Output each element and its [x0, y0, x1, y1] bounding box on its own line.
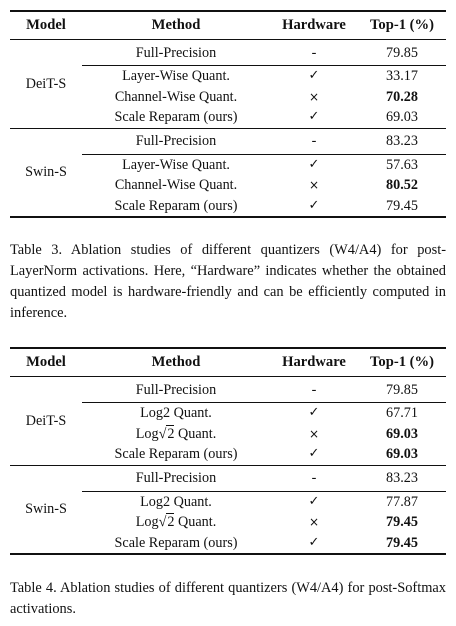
method-cell: Channel-Wise Quant.: [114, 88, 238, 105]
table-row: [10, 377, 446, 403]
table-4-caption: Table 4. Ablation studies of different quantizers (W4/A4) for post-Softmax activations.: [10, 580, 446, 617]
table-row: [10, 40, 446, 66]
table-4-header-row: [10, 348, 446, 377]
method-cell: Full-Precision: [82, 377, 270, 403]
method-suffix: Quant.: [174, 425, 217, 442]
table-3: [10, 10, 446, 218]
sqrt-symbol: √2: [158, 514, 175, 531]
sqrt-radicand: 2: [167, 514, 175, 531]
top1-cell: 79.85: [358, 377, 446, 403]
check-icon: ✓: [308, 156, 320, 172]
top1-cell: 57.63: [386, 156, 418, 173]
model-cell: DeiT-S: [10, 40, 82, 129]
check-icon: ✓: [270, 444, 358, 465]
model-cell: DeiT-S: [10, 377, 82, 466]
top1-cell: 79.85: [358, 40, 446, 66]
model-cell: Swin-S: [10, 128, 82, 217]
cross-icon: ×: [308, 178, 320, 193]
table-row: [10, 128, 446, 154]
hardware-cell: -: [270, 128, 358, 154]
method-cell: Log2 Quant.: [140, 493, 212, 510]
method-cell: Scale Reparam (ours): [82, 444, 270, 465]
method-cell: Log2 Quant.: [140, 405, 212, 422]
method-cell: Layer-Wise Quant.: [122, 156, 230, 173]
model-cell: Swin-S: [10, 465, 82, 554]
table-4: [10, 347, 446, 555]
method-cell: Layer-Wise Quant.: [122, 68, 230, 85]
table-3-grid: [10, 10, 446, 218]
top1-cell: 70.28: [386, 88, 418, 105]
sqrt-radicand: 2: [167, 425, 175, 442]
check-icon: ✓: [270, 533, 358, 555]
cross-icon: ×: [308, 426, 320, 441]
header-hardware: Hardware: [270, 11, 358, 40]
table-3-header-row: [10, 11, 446, 40]
method-cell: Scale Reparam (ours): [82, 533, 270, 555]
method-cell: Scale Reparam (ours): [82, 107, 270, 128]
top1-cell: 69.03: [358, 444, 446, 465]
top1-cell: 83.23: [358, 465, 446, 491]
top1-cell: 80.52: [386, 177, 418, 194]
method-cell: Full-Precision: [82, 465, 270, 491]
method-cell: Channel-Wise Quant.: [114, 177, 238, 194]
header-top1: Top-1 (%): [358, 11, 446, 40]
method-cell: Full-Precision: [82, 40, 270, 66]
cross-icon: ×: [308, 515, 320, 530]
header-model: Model: [10, 348, 82, 377]
method-prefix: Log: [135, 425, 159, 442]
top1-cell: 83.23: [358, 128, 446, 154]
top1-cell: 77.87: [386, 493, 418, 510]
header-method: Method: [82, 348, 270, 377]
check-icon: ✓: [308, 493, 320, 509]
sqrt-symbol: √2: [158, 425, 175, 442]
hardware-cell: -: [270, 377, 358, 403]
hardware-cell: -: [270, 465, 358, 491]
method-cell: Scale Reparam (ours): [82, 196, 270, 218]
check-icon: ✓: [270, 107, 358, 128]
check-icon: ✓: [270, 196, 358, 218]
cross-icon: ×: [308, 89, 320, 104]
header-hardware: Hardware: [270, 348, 358, 377]
method-cell: Full-Precision: [82, 128, 270, 154]
method-suffix: Quant.: [174, 514, 217, 531]
header-method: Method: [82, 11, 270, 40]
top1-cell: 79.45: [358, 533, 446, 555]
table-row: [10, 465, 446, 491]
top1-cell: 69.03: [358, 107, 446, 128]
check-icon: ✓: [308, 68, 320, 84]
header-top1: Top-1 (%): [358, 348, 446, 377]
top1-cell: 69.03: [386, 425, 418, 442]
table-3-caption: Table 3. Ablation studies of different quantizers (W4/A4) for post-LayerNorm activations. Here, “Hardware” indicates whether the obtained quantized model is hardware-friendly and can be efficiently computed in inference.: [10, 242, 446, 321]
method-cell: [82, 512, 270, 533]
header-model: Model: [10, 11, 82, 40]
check-icon: ✓: [308, 405, 320, 421]
top1-cell: 33.17: [386, 68, 418, 85]
table-4-grid: [10, 347, 446, 555]
top1-cell: 79.45: [358, 196, 446, 218]
method-prefix: Log: [135, 514, 159, 531]
hardware-cell: -: [270, 40, 358, 66]
top1-cell: 79.45: [386, 514, 418, 531]
method-cell: [82, 424, 270, 445]
top1-cell: 67.71: [386, 405, 418, 422]
